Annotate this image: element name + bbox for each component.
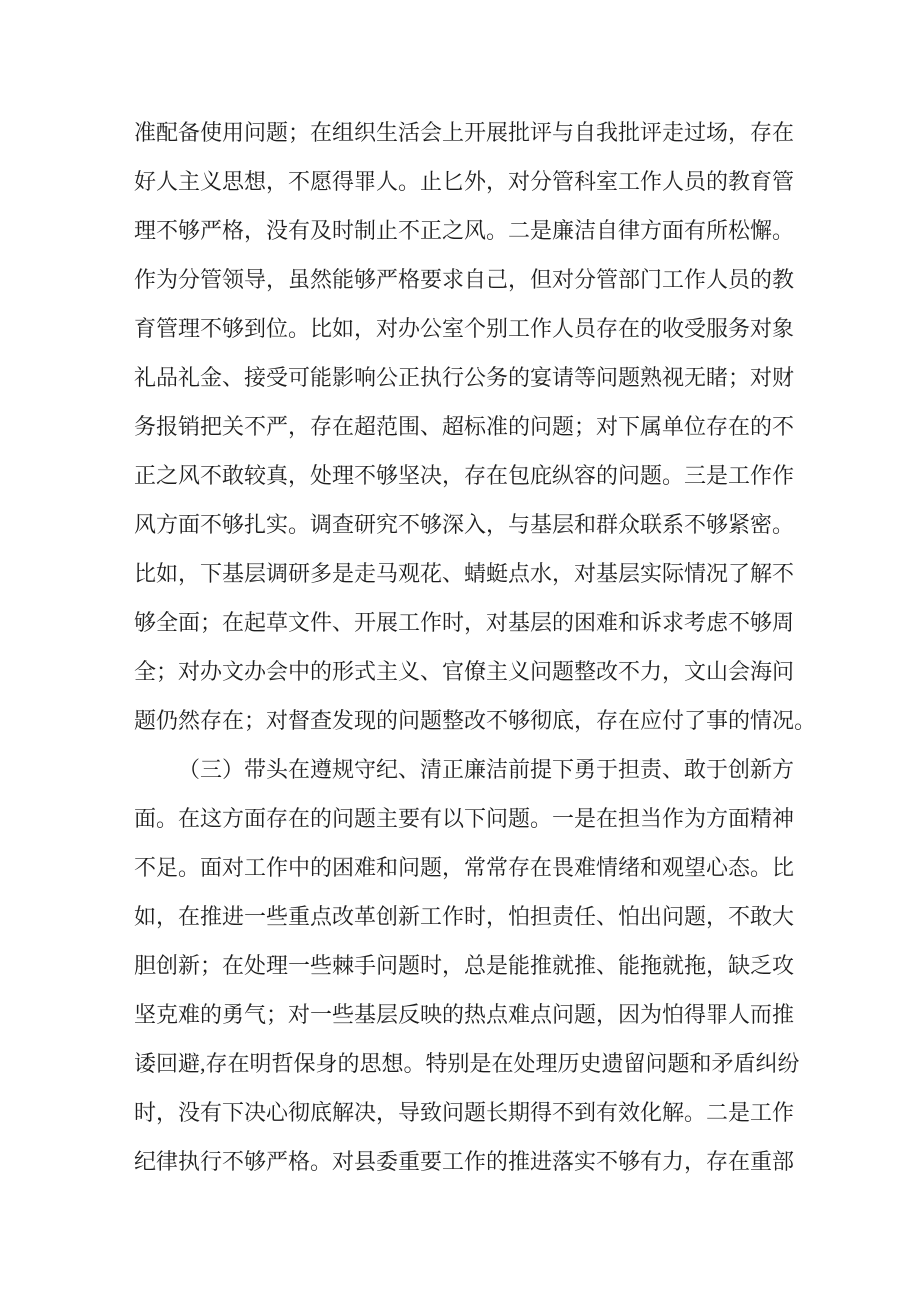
document-text-block — [134, 108, 817, 1186]
text-line: 作为分管领导，虽然能够严格要求自己，但对分管部门工作人员的教 — [134, 267, 795, 292]
text-line: 务报销把关不严，存在超范围、超标准的问题；对下属单位存在的不 — [134, 414, 795, 439]
text-line: 面。在这方面存在的问题主要有以下问题。一是在担当作为方面精神 — [134, 806, 795, 831]
text-line: 比如，下基层调研多是走马观花、蜻蜓点水，对基层实际情况了解不 — [134, 561, 795, 586]
text-line: 不足。面对工作中的困难和问题，常常存在畏难情绪和观望心态。比 — [134, 855, 795, 880]
text-line: 题仍然存在；对督查发现的问题整改不够彻底，存在应付了事的情况。 — [134, 708, 817, 733]
text-line: 正之风不敢较真，处理不够坚决，存在包庇纵容的问题。三是工作作 — [134, 463, 795, 488]
text-line: 理不够严格，没有及时制止不正之风。二是廉洁自律方面有所松懈。 — [134, 218, 795, 243]
text-line: 风方面不够扎实。调查研究不够深入，与基层和群众联系不够紧密。 — [134, 512, 795, 537]
text-line: 够全面；在起草文件、开展工作时，对基层的困难和诉求考虑不够周 — [134, 610, 795, 635]
paragraph — [134, 745, 800, 1186]
text-line: 准配备使用问题；在组织生活会上开展批评与自我批评走过场，存在 — [134, 120, 795, 145]
text-line: 时，没有下决心彻底解决，导致问题长期得不到有效化解。二是工作 — [134, 1100, 795, 1125]
text-line: 好人主义思想，不愿得罪人。止匕外，对分管科室工作人员的教育管 — [134, 169, 795, 194]
text-line: 坚克难的勇气；对一些基层反映的热点难点问题，因为怕得罪人而推 — [134, 1002, 795, 1027]
text-line: 胆创新；在处理一些棘手问题时，总是能推就推、能拖就拖，缺乏攻 — [134, 953, 795, 978]
text-line: 全；对办文办会中的形式主义、官僚主义问题整改不力，文山会海问 — [134, 659, 795, 684]
paragraph — [134, 108, 817, 745]
text-line: 诿回避,存在明哲保身的思想。特别是在处理历史遗留问题和矛盾纠纷 — [134, 1051, 800, 1076]
text-line: （三）带头在遵规守纪、清正廉洁前提下勇于担责、敢于创新方 — [178, 757, 795, 782]
text-line: 纪律执行不够严格。对县委重要工作的推进落实不够有力，存在重部 — [134, 1149, 795, 1174]
text-line: 礼品礼金、接受可能影响公正执行公务的宴请等问题熟视无睹；对财 — [134, 365, 795, 390]
text-line: 育管理不够到位。比如，对办公室个别工作人员存在的收受服务对象 — [134, 316, 795, 341]
text-line: 如，在推进一些重点改革创新工作时，怕担责任、怕出问题，不敢大 — [134, 904, 795, 929]
